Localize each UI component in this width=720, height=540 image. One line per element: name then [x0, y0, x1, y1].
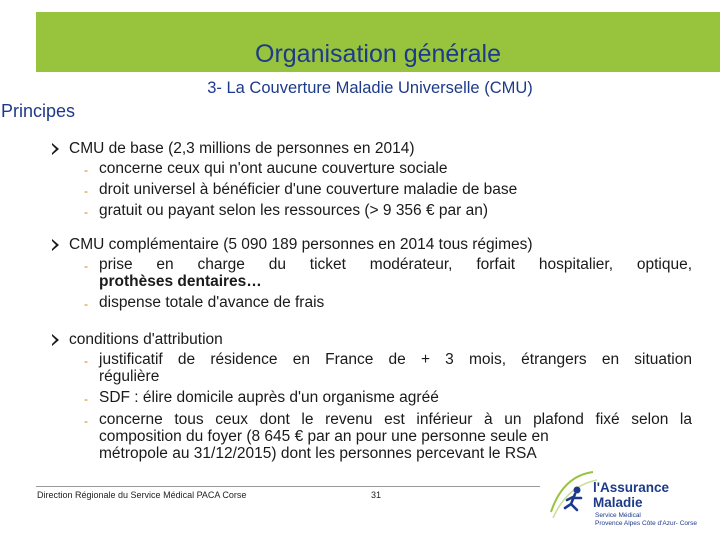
dash-bullet-icon: -: [84, 354, 88, 368]
list-item: gratuit ou payant selon les ressources (> 9 356 € par an): [99, 202, 489, 219]
list-item-continuation: composition du foyer (8 645 € par an pour une personne seule en: [99, 428, 549, 445]
section-label: Principes: [1, 101, 76, 121]
section-heading-bold: CMU complémentaire: [69, 236, 219, 253]
section-heading: [69, 140, 415, 157]
slide-subtitle: 3- La Couverture Maladie Universelle (CMU): [207, 79, 533, 97]
logo-name-line2: Maladie: [593, 495, 643, 510]
list-item: droit universel à bénéficier d'une couverture maladie de base: [99, 181, 518, 198]
logo-sub-line1: Service Médical: [595, 512, 641, 519]
dash-bullet-icon: -: [84, 184, 88, 198]
bullet-arrow-icon: [52, 143, 59, 155]
logo-name-line1: l'Assurance: [593, 480, 669, 495]
section-heading: conditions d'attribution: [69, 331, 223, 348]
slide-title: Organisation générale: [255, 40, 501, 68]
dash-bullet-icon: -: [84, 163, 88, 177]
section-heading: [69, 236, 533, 253]
list-item: concerne ceux qui n'ont aucune couverture sociale: [99, 160, 448, 177]
section-heading-rest: (5 090 189 personnes en 2014 tous régimes): [218, 236, 533, 253]
dash-bullet-icon: -: [84, 297, 88, 311]
logo-subtitle: [595, 512, 697, 528]
list-item: prise en charge du ticket modérateur, forfait hospitalier, optique,: [99, 256, 692, 273]
list-item: concerne tous ceux dont le revenu est inférieur à un plafond fixé selon la: [99, 411, 692, 428]
dash-bullet-icon: -: [84, 392, 88, 406]
dash-bullet-icon: -: [84, 205, 88, 219]
section-heading-bold: CMU de base: [69, 140, 164, 157]
bullet-arrow-icon: [52, 334, 59, 346]
page-number: 31: [371, 490, 382, 500]
list-item: justificatif de résidence en France de + 3 mois, étrangers en situation: [99, 351, 692, 368]
list-item: SDF : élire domicile auprès d'un organisme agréé: [99, 389, 439, 406]
logo-name: [593, 480, 669, 510]
bullet-arrow-icon: [52, 239, 59, 251]
list-item-continuation: régulière: [99, 368, 160, 385]
title-bar: [36, 12, 720, 72]
list-item: dispense totale d'avance de frais: [99, 294, 325, 311]
footer-organization: Direction Régionale du Service Médical PACA Corse: [37, 490, 247, 500]
section-heading-rest: (2,3 millions de personnes en 2014): [163, 140, 415, 157]
assurance-maladie-logo: [555, 470, 720, 532]
logo-sub-line2: Provence Alpes Côte d'Azur- Corse: [595, 520, 698, 527]
list-item-continuation: prothèses dentaires…: [99, 273, 262, 290]
dash-bullet-icon: -: [84, 259, 88, 273]
footer-divider: [36, 486, 540, 487]
dash-bullet-icon: -: [84, 414, 88, 428]
list-item-continuation: métropole au 31/12/2015) dont les personnes percevant le RSA: [99, 445, 537, 462]
